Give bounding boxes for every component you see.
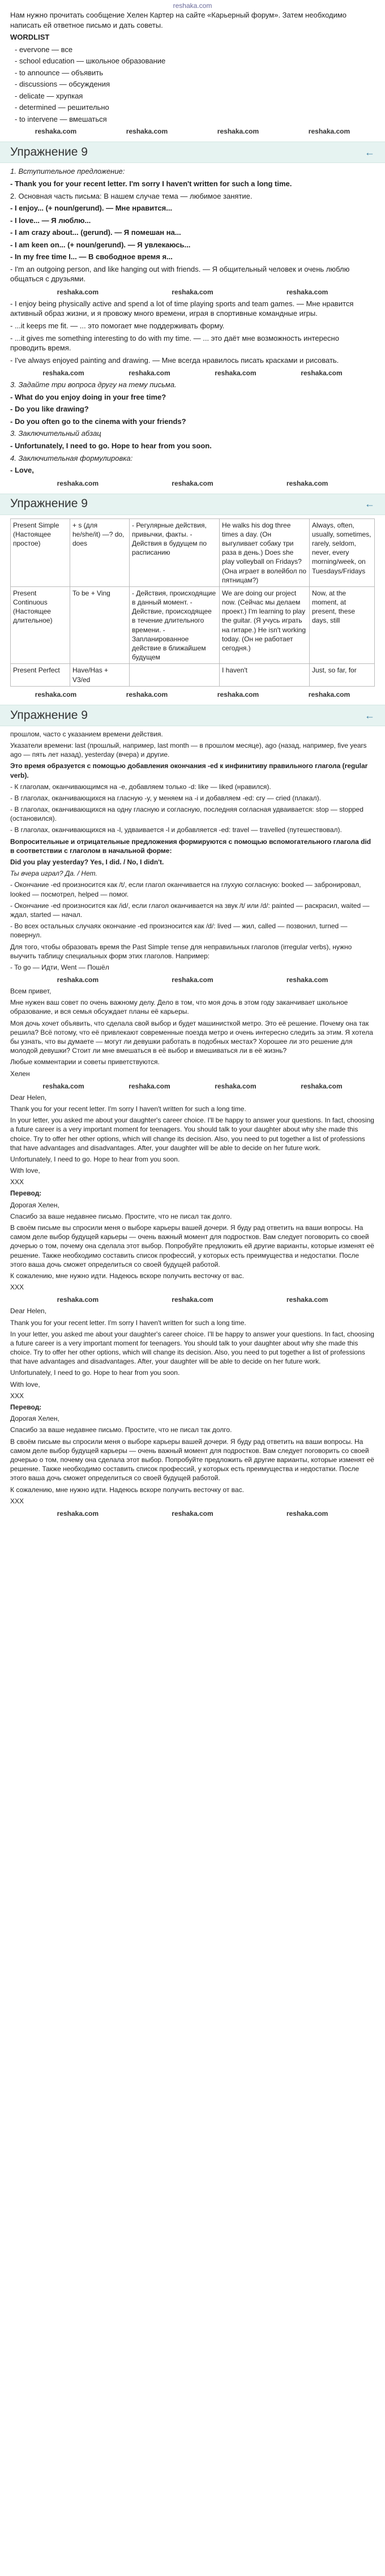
back-arrow-icon[interactable]: ←: [365, 498, 375, 510]
letter-line: Dear Helen,: [10, 1307, 47, 1315]
table-cell: We are doing our project now. (Сейчас мы делаем проект.) I'm learning to play the guitar. (Я учусь играть на гитаре.) He isn't working today. (Он не работает сегодня.): [220, 586, 310, 664]
table-cell: Have/Has + V3/ed: [70, 664, 130, 686]
letter-line: Dear Helen,: [10, 1093, 47, 1101]
word-item: - school education — школьное образование: [15, 57, 166, 66]
table-cell: - Действия, происходящие в данный момент. - Действие, происходящее в течение длительного времени. - Запланированное действие в ближайшем будущем: [130, 586, 220, 664]
letter-line: Перевод:: [10, 1189, 42, 1198]
word-item: - determined — решительно: [15, 103, 109, 112]
watermark-row: [10, 367, 375, 380]
watermark: reshaka.com: [286, 1296, 328, 1304]
exercise-title: Упражнение 9: [10, 145, 88, 159]
site-domain[interactable]: reshaka.com: [173, 2, 212, 10]
letter-line: In your letter, you asked me about your daughter's career choice. I'll be happy to answer your questions. In fact, choosing a future career is a very important moment for teenagers. You should talk to your daughter about why she made this choice. Try to offer her other options, which will change its decision. Also, you need to put together a list of professions that have advantages and disadvantages. After, your daughter will be able to decide on her future work.: [10, 1116, 374, 1152]
exercise-header: [0, 705, 385, 726]
table-cell: Always, often, usually, sometimes, rarely, seldom, never, every morning/week, on Tuesdays/Fridays: [310, 518, 375, 586]
letter-line: In your letter, you asked me about your daughter's career choice. I'll be happy to answer your questions. In fact, choosing a future career is a very important moment for teenagers. You should talk to your daughter about why she made this choice. Try to offer her other options, which will change its decision. Also, you need to put together a list of professions that have advantages and disadvantages. After, your daughter will be able to decide on her future work.: [10, 1330, 374, 1366]
watermark: reshaka.com: [217, 127, 259, 136]
letter-line: With love,: [10, 1167, 40, 1175]
letter-line: В своём письме вы спросили меня о выборе карьеры вашей дочери. Я буду рад ответить на ваши вопросы. На самом деле выбор будущей карьеры — очень важный момент для подростков. Вам следует поговорить со своей дочерью о том, почему она сделала этот выбор. Попробуйте предложить ей другие варианты, которые изменят её решение. Также необходимо составить список профессий, у которых есть преимущества и недостатки. После этого ваша дочь сможет определиться со своей будущей работой.: [10, 1437, 374, 1482]
table-cell: Just, so far, for: [310, 664, 375, 686]
text-paragraph: - Во всех остальных случаях окончание -ed произносится как /d/: lived — жил, called — позвонил, turned — повернул.: [10, 922, 348, 940]
watermark: reshaka.com: [286, 1509, 328, 1518]
letter-line: Спасибо за ваше недавнее письмо. Простите, что не писал так долго.: [10, 1212, 232, 1220]
watermark-row: [10, 1294, 375, 1306]
letter-line: XXX: [10, 1497, 24, 1505]
table-cell: Present Continuous (Настоящее длительное): [11, 586, 70, 664]
watermark: reshaka.com: [286, 479, 328, 487]
text-paragraph: - К глаголам, оканчивающимся на -e, добавляем только -d: like — liked (нравился).: [10, 782, 271, 791]
table-cell: To be + Ving: [70, 586, 130, 664]
watermark: reshaka.com: [172, 1296, 213, 1304]
letter-line: К сожалению, мне нужно идти. Надеюсь вскоре получить весточку от вас.: [10, 1271, 244, 1280]
ex8-section: [0, 10, 385, 124]
watermark: reshaka.com: [35, 127, 77, 136]
word-item: - evervone — все: [15, 45, 73, 54]
text-paragraph: Мне нужен ваш совет по очень важному делу. Дело в том, что моя дочь в этом году заканчивает школьное образование, и вся семья обсуждает планы её карьеры.: [10, 998, 348, 1016]
watermark: reshaka.com: [42, 369, 84, 378]
watermark: reshaka.com: [286, 976, 328, 984]
phrase: - Thank you for your recent letter. I'm sorry I haven't written for such a long time.: [10, 179, 292, 188]
watermark: reshaka.com: [301, 1082, 343, 1090]
watermark: reshaka.com: [57, 288, 99, 296]
watermark: reshaka.com: [286, 288, 328, 296]
phrase: - What do you enjoy doing in your free time?: [10, 392, 166, 401]
text-paragraph: Хелен: [10, 1069, 30, 1078]
watermark: reshaka.com: [308, 127, 350, 136]
wordlist-title: WORDLIST: [10, 33, 50, 42]
phrase: - I'm an outgoing person, and like hanging out with friends. — Я общительный человек и очень люблю общаться с друзьями.: [10, 264, 350, 284]
watermark-row: [10, 1081, 375, 1093]
watermark-row: [10, 1508, 375, 1520]
table-cell: He walks his dog three times a day. (Он выгуливает собаку три раза в день.) Does she play volleyball on Fridays? (Она играет в волейбол по пятницам?): [220, 518, 310, 586]
text-paragraph: - В глаголах, оканчивающихся на -l, удваивается -l и добавляется -ed: travel — travelled (путешествовал).: [10, 826, 342, 834]
table-cell: + s (для he/she/it) —? do, does: [70, 518, 130, 586]
watermark: reshaka.com: [172, 288, 213, 296]
word-item: - to announce — объявить: [15, 68, 104, 77]
exercise-title: Упражнение 9: [10, 708, 88, 722]
watermark: reshaka.com: [57, 976, 99, 984]
phrase: - I am crazy about... (gerund). — Я помешан на...: [10, 228, 181, 237]
phrase: - ...it keeps me fit. — ... это помогает мне поддерживать форму.: [10, 322, 225, 331]
letter-line: К сожалению, мне нужно идти. Надеюсь вскоре получить весточку от вас.: [10, 1485, 244, 1494]
step-heading: 2. Основная часть письма: В нашем случае тема — любимое занятие.: [10, 191, 253, 200]
text-paragraph: Всем привет,: [10, 987, 52, 996]
watermark: reshaka.com: [172, 479, 213, 487]
watermark: reshaka.com: [129, 1082, 170, 1090]
letter-line: Unfortunately, I need to go. Hope to hear from you soon.: [10, 1155, 180, 1163]
watermark: reshaka.com: [57, 1509, 99, 1518]
phrase: - Unfortunately, I need to go. Hope to hear from you soon.: [10, 441, 212, 450]
exercise-title: Упражнение 9: [10, 497, 88, 511]
text-paragraph: Моя дочь хочет объявить, что сделала свой выбор и будет машинисткой метро. Это её решение. Почему она так решила? Всё потому, что её привлекают современные поезда метро и очень интересно следить за этим. Я хотела бы узнать, что вы думаете — могут ли девушки работать в подобных местах? Хорошее ли это решение для молодой девушки? Стоит ли мне вмешаться в её выбор и вмешиваться ли в её жизнь?: [10, 1019, 373, 1055]
phrase: - ...it gives me something interesting to do with my time. — ... это даёт мне возможность интересно проводить время.: [10, 333, 339, 353]
text-paragraph: - Окончание -ed произносится как /id/, если глагол оканчивается на звук /t/ или /d/: painted — раскрасил, waited — ждал, started — начал.: [10, 901, 370, 919]
table-cell: I haven't: [220, 664, 310, 686]
text-paragraph: - To go — Идти, Went — Пошёл: [10, 963, 109, 971]
watermark-row: [10, 286, 375, 299]
phrase: - Do you often go to the cinema with your friends?: [10, 417, 186, 426]
watermark: reshaka.com: [172, 976, 213, 984]
wordlist: [10, 45, 375, 125]
word-item: - delicate — хрупкая: [15, 91, 83, 100]
text-paragraph: Вопросительные и отрицательные предложения формируются с помощью вспомогательного глагола did в соответствии с глаголом в начальной форме:: [10, 837, 371, 855]
watermark: reshaka.com: [215, 369, 256, 378]
phrase: - I've always enjoyed painting and drawing. — Мне всегда нравилось писать красками и рисовать.: [10, 355, 339, 365]
text-paragraph: Это время образуется с помощью добавления окончания -ed к инфинитиву правильного глагола (regular verb).: [10, 762, 368, 779]
table-row: [11, 586, 375, 664]
phrase: - Love,: [10, 466, 34, 475]
letter-line: Дорогая Хелен,: [10, 1415, 59, 1423]
table-cell: Present Simple (Настоящее простое): [11, 518, 70, 586]
text-paragraph: прошлом, часто с указанием времени действия.: [10, 730, 163, 738]
phrase: - Do you like drawing?: [10, 405, 89, 414]
back-arrow-icon[interactable]: ←: [365, 709, 375, 721]
letter-line: Unfortunately, I need to go. Hope to hear from you soon.: [10, 1369, 180, 1377]
ex8-intro: Нам нужно прочитать сообщение Хелен Картер на сайте «Карьерный форум». Затем необходимо написать ей ответное письмо и дать советы.: [10, 11, 347, 29]
watermark: reshaka.com: [129, 369, 170, 378]
step-heading: 3. Задайте три вопроса другу на тему письма.: [10, 380, 177, 389]
watermark: reshaka.com: [57, 1296, 99, 1304]
text-paragraph: - В глаголах, оканчивающихся на одну гласную и согласную, последняя согласная удваивается: stop — stopped (остановился).: [10, 805, 363, 823]
watermark: reshaka.com: [217, 690, 259, 698]
word-item: - discussions — обсуждения: [15, 80, 110, 89]
phrase: - I enjoy... (+ noun/gerund). — Мне нравится...: [10, 204, 173, 213]
step-heading: 4. Заключительная формулировка:: [10, 453, 133, 462]
watermark: reshaka.com: [172, 1509, 213, 1518]
letter-line: XXX: [10, 1178, 24, 1186]
phrase: - In my free time I... — В свободное время я...: [10, 252, 173, 262]
table-cell: Present Perfect: [11, 664, 70, 686]
watermark: reshaka.com: [42, 1082, 84, 1090]
table-row: [11, 518, 375, 586]
text-paragraph: - Окончание -ed произносится как /t/, если глагол оканчивается на глухую согласную: booked — забронировал, looked — посмотрел, helped — помог.: [10, 881, 361, 898]
table-cell: - Регулярные действия, привычки, факты. - Действия в будущем по расписанию: [130, 518, 220, 586]
letter-line: XXX: [10, 1283, 24, 1292]
table-cell: Now, at the moment, at present, these days, still: [310, 586, 375, 664]
watermark: reshaka.com: [126, 127, 168, 136]
watermark: reshaka.com: [35, 690, 77, 698]
phrase: - I love... — Я люблю...: [10, 216, 91, 225]
tense-table: [10, 518, 375, 687]
letter-line: With love,: [10, 1380, 40, 1388]
step-heading: 1. Вступительное предложение:: [10, 167, 125, 176]
text-paragraph: Did you play yesterday? Yes, I did. / No, I didn't.: [10, 858, 164, 867]
watermark: reshaka.com: [301, 369, 343, 378]
watermark-row: [10, 478, 375, 490]
text-paragraph: Ты вчера играл? Да. / Нет.: [10, 869, 97, 878]
watermark: reshaka.com: [308, 690, 350, 698]
watermark: reshaka.com: [57, 479, 99, 487]
watermark-row: [10, 974, 375, 987]
exercise-header: [0, 494, 385, 515]
letter-line: XXX: [10, 1391, 24, 1400]
letter-line: В своём письме вы спросили меня о выборе карьеры вашей дочери. Я буду рад ответить на ваши вопросы. На самом деле выбор будущей карьеры — очень важный момент для подростков. Вам следует поговорить со своей дочерью о том, почему она сделала этот выбор. Попробуйте предложить ей другие варианты, которые изменят её решение. Также необходимо составить список профессий, у которых есть преимущества и недостатки. После этого ваша дочь сможет определиться со своей будущей работой.: [10, 1224, 374, 1268]
ex9c-section: [0, 730, 385, 1520]
phrase: - I enjoy being physically active and spend a lot of time playing sports and team games. — Мне нравится активный образ жизни, и я провожу много времени, играя в спортивные командные игры.: [10, 299, 354, 318]
table-row: [11, 664, 375, 686]
step-heading: 3. Заключительный абзац: [10, 429, 101, 438]
watermark: reshaka.com: [126, 690, 168, 698]
letter-line: Спасибо за ваше недавнее письмо. Простите, что не писал так долго.: [10, 1426, 232, 1434]
text-paragraph: Любые комментарии и советы приветствуются.: [10, 1058, 160, 1066]
letter-line: Перевод:: [10, 1403, 42, 1412]
exercise-header: [0, 142, 385, 163]
letter-line: Thank you for your recent letter. I'm sorry I haven't written for such a long time.: [10, 1318, 246, 1327]
back-arrow-icon[interactable]: ←: [365, 147, 375, 158]
letter-line: Thank you for your recent letter. I'm sorry I haven't written for such a long time.: [10, 1104, 246, 1113]
watermark-row: [0, 689, 385, 701]
letter-line: Дорогая Хелен,: [10, 1201, 59, 1209]
watermark-row: [0, 126, 385, 138]
word-item: - to intervene — вмешаться: [15, 114, 107, 123]
watermark: reshaka.com: [215, 1082, 256, 1090]
phrase: - I am keen on... (+ noun/gerund). — Я увлекаюсь...: [10, 240, 191, 249]
text-paragraph: Указатели времени: last (прошлый, например, last month — в прошлом месяце), ago (назад, например, five years ago — пять лет назад), yesterday (вчера) и другие.: [10, 741, 367, 759]
ex9a-section: [0, 166, 385, 490]
text-paragraph: - В глаголах, оканчивающихся на гласную -y, у меняем на -i и добавляем -ed: cry — cried (плакал).: [10, 794, 321, 802]
table-cell: [130, 664, 220, 686]
text-paragraph: Для того, чтобы образовать время the Past Simple тense для неправильных глаголов (irregular verbs), нужно выучить таблицу специальных форм этих глаголов. Например:: [10, 942, 352, 960]
